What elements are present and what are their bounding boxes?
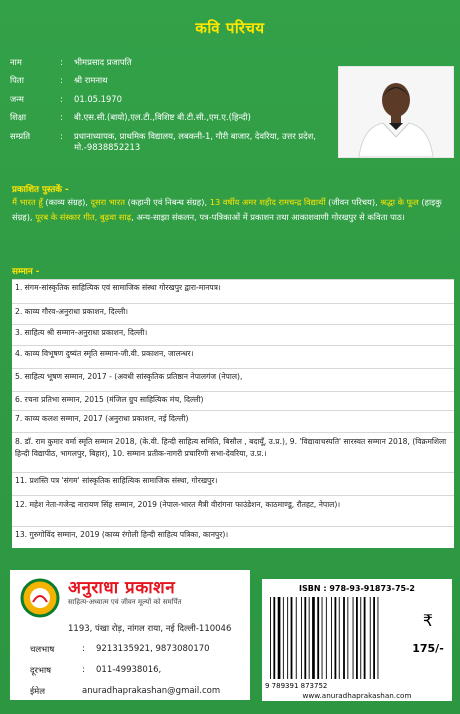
bio-value: श्री रामनाथ [74,75,108,86]
barcode-bar [278,597,281,679]
award-item: 13. गुरुगोविंद सम्मान, 2019 (काव्य रंगोली हिन्दी साहित्य पत्रिका, कानपुर)। [12,526,454,548]
bio-value: भीमप्रसाद प्रजापति [74,57,132,67]
barcode-box [262,579,452,701]
price-box [408,599,448,674]
barcode-bar [370,597,371,679]
bio-label: शिक्षा [10,112,27,123]
email-value: anuradhaprakashan@gmail.com [82,686,221,696]
award-item: 3. साहित्य श्री सम्मान-अनुराधा प्रकाशन, दिल्ली। [12,324,454,345]
barcode-bar [273,597,275,679]
bio-label: जन्म [10,93,24,104]
price-value: 175/- [412,642,444,655]
barcode-bar [309,597,310,679]
publication-note: (काव्य संग्रह), [42,197,91,207]
publisher-mobile [30,644,210,655]
barcode-bar [335,597,337,679]
publication-note: (कहानी एवं निबन्ध संग्रह), [124,197,210,207]
publication-note: (जीवन परिचय), [325,197,381,207]
author-photo [338,66,454,158]
bio-table [10,57,335,161]
award-item: 11. प्रशस्ति पत्र 'संगम' सांस्कृतिक साहित्यिक सामाजिक संस्था, गोरखपुर। [12,472,454,495]
bio-value: 01.05.1970 [74,93,122,104]
publications-text [12,195,452,225]
barcode-bar [322,597,323,679]
publication-highlight: पूरब के संस्कार गीत, बुढ़वा साढ़ [35,212,132,222]
author-portrait-icon [339,67,453,157]
award-item: 12. महेश नेता-गजेन्द्र नारायण सिंह सम्मान, 2019 (नेपाल-भारत मैत्री वीरांगना फाउंडेशन, काठमाण्डू, रौतहट, नेपाल)। [12,495,454,526]
publisher-email [30,686,220,697]
barcode-bar [353,597,354,679]
barcode-bar [326,597,327,679]
publication-highlight: श्रद्धा के फूल [380,197,419,207]
publication-highlight: मैं भारत हूँ [12,197,43,207]
bio-colon: : [60,57,63,67]
landline-label: दूरभाष [30,666,52,676]
bio-colon: : [60,112,63,123]
bio-label: पिता [10,75,24,86]
rupee-symbol: ₹ [422,611,434,630]
awards-heading: सम्मान - [12,267,40,277]
barcode-bar [360,597,361,679]
bio-row-father [10,75,335,93]
bio-colon: : [60,93,63,104]
email-label: ईमेल [30,687,46,697]
bio-row-name [10,57,335,75]
bio-colon: : [60,75,63,86]
publications-heading: प्रकाशित पुस्तकें - [12,185,69,195]
barcode-bar [378,597,379,679]
barcode-bar [283,597,284,679]
award-item: 7. काव्य कलश सम्मान, 2017 (अनुराधा प्रकाशन, नई दिल्ली) [12,410,454,432]
publisher-landline [30,665,161,676]
award-item: 5. साहित्य भूषण सम्मान, 2017 - (अवधी सांस्कृतिक प्रतिष्ठान नेपालगंज (नेपाल), [12,368,454,391]
bio-colon: : [60,130,63,141]
barcode-bar [304,597,306,679]
mobile-colon: : [82,644,85,654]
award-item: 1. संगम-सांस्कृतिक साहित्यिक एवं सामाजिक संस्था गोरखपुर द्वारा-मानपत्र। [12,279,454,303]
barcode-bar [364,597,366,679]
bio-row-birth [10,94,335,112]
publication-highlight: दूसरा भारत [90,197,125,207]
barcode-bar [339,597,340,679]
barcode-bar [291,597,293,679]
publisher-tagline: साहित्य-अध्यात्म एवं जीवन मूल्यों को समर्पित [68,598,182,606]
barcode-icon [267,597,407,682]
barcode-bar [373,597,375,679]
award-item: 6. रचना प्रतिभा सम्मान, 2015 (मंजिल ग्रुप साहित्यिक मंच, दिल्ली) [12,391,454,410]
barcode-bar [296,597,297,679]
mobile-value: 9213135921, 9873080170 [96,644,210,654]
publication-note: (हाइकु संग्रह), [12,197,442,222]
barcode-bar [331,597,332,679]
barcode-bar [347,597,348,679]
bio-label: नाम [10,57,22,67]
barcode-bar [270,597,271,679]
page-title: कवि परिचय [195,19,265,37]
award-item: 8. डॉ. राम कुमार वर्मा स्मृति सम्मान 2018, (के.वी. हिन्दी साहित्य समिति, बिसौल , बदायूँ, उ.प्र.), 9. 'विद्यावाचस्पति' सारस्वत सम्मान 2018, (विक्रमशिला हिन्दी विद्यापीठ, भागलपुर, बिहार), 10. सम्मान प्रतीक-नागरी प्रचारिणी सभा-देवरिया, उ.प्र.। [12,432,454,472]
barcode-bar [287,597,288,679]
bio-value: प्रधानाध्यापक, प्राथमिक विद्यालय, लबकनी-1, गौरी बाजार, देवरिया, उत्तर प्रदेश, मो.-9838852213 [74,130,316,152]
publisher-name: अनुराधा प्रकाशन [68,578,176,598]
award-item: 2. काव्य गौरव-अनुराधा प्रकाशन, दिल्ली। [12,303,454,324]
isbn-label: ISBN : 978-93-91873-75-2 [299,584,415,593]
mobile-label: चलभाष [30,645,55,655]
publication-note: , अन्य-साझा संकलन, पत्र-पत्रिकाओं में प्रकाशन तथा आकाशवाणी गोरखपुर से कविता पाठ। [131,212,405,222]
barcode-bar [343,597,345,679]
publication-highlight: 13 वर्षीय अमर शहीद रामचन्द्र विद्यार्थी [209,197,326,207]
landline-value: 011-49938016, [96,665,162,675]
publisher-address: 1193, पंखा रोड़, नांगल राया, नई दिल्ली-110046 [68,624,232,634]
barcode-bar [356,597,358,679]
landline-colon: : [82,665,85,675]
barcode-bar [317,597,319,679]
barcode-bar [312,597,315,679]
publisher-logo-icon [20,578,60,618]
barcode-bar [301,597,302,679]
bio-label: सम्प्रति [10,130,31,141]
bio-row-education [10,112,335,130]
barcode-digits: 9 789391 873752 [265,682,328,690]
award-item: 4. काव्य विभूषण दुष्यंत स्मृति सम्मान-जी.वी. प्रकाशन, जालन्धर। [12,345,454,368]
bio-row-occupation [10,131,335,161]
publisher-website: www.anuradhaprakashan.com [262,691,452,701]
awards-list [12,279,454,548]
bio-value: बी.एस.सी.(बायो),एल.टी.,विशिष्ट बी.टी.सी.,एम.ए.(हिन्दी) [74,112,251,123]
publisher-box [10,570,250,700]
